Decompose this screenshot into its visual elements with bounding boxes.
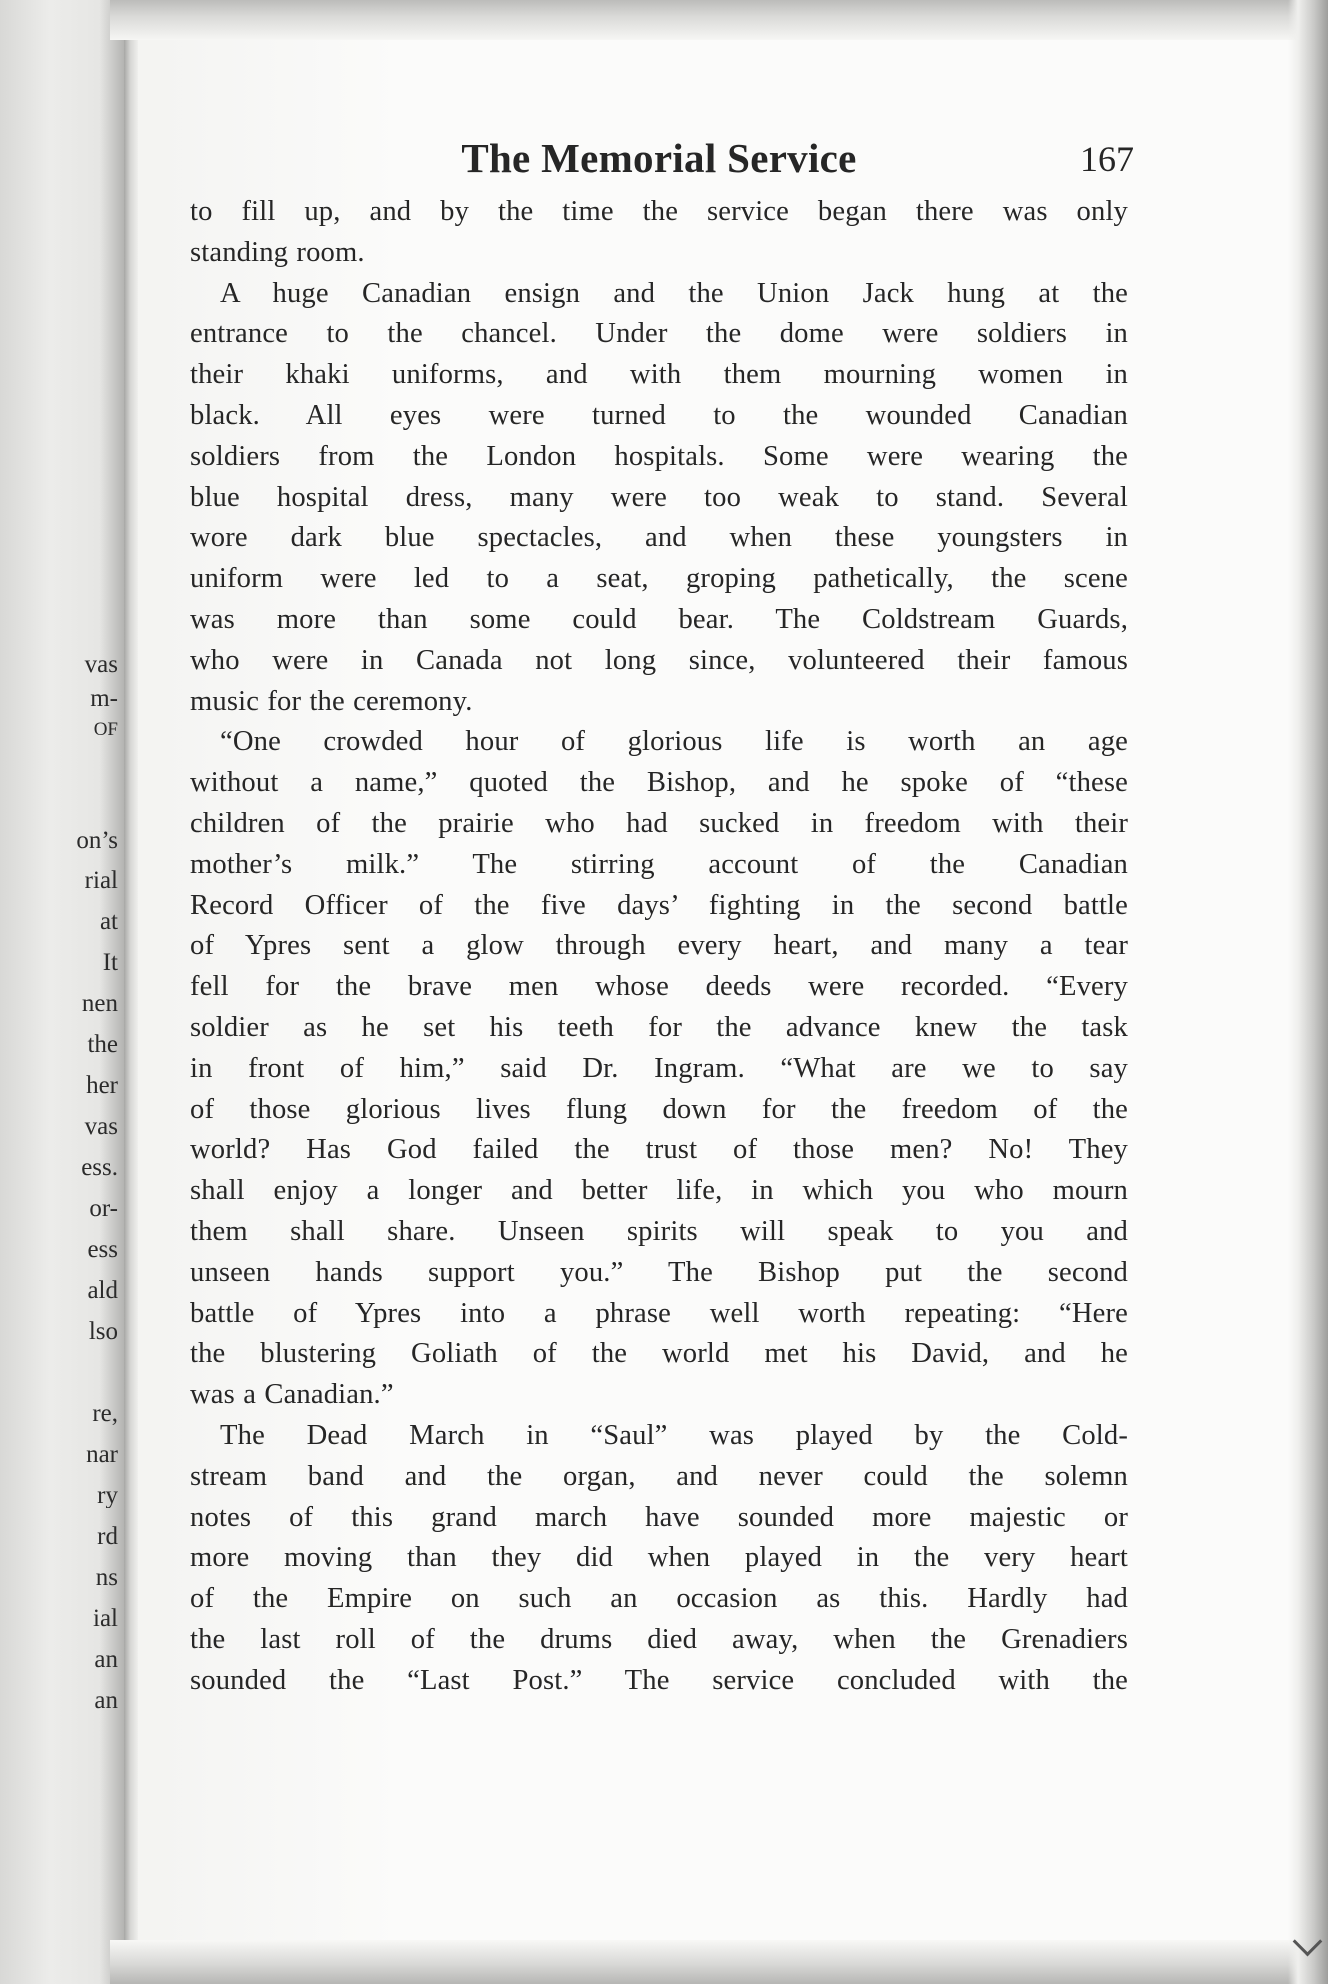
text-line: shall enjoy a longer and better life, in which you who mourn	[190, 1175, 1128, 1207]
text-line: music for the ceremony.	[190, 685, 473, 717]
text-line: sounded the “Last Post.” The service concluded with the	[190, 1664, 1128, 1696]
facing-fragment: OF	[93, 720, 118, 739]
text-line: soldiers from the London hospitals. Some were wearing the	[190, 440, 1128, 472]
text-line: unseen hands support you.” The Bishop put the second	[190, 1256, 1128, 1288]
facing-fragment: or-	[89, 1196, 118, 1221]
book-gutter	[124, 0, 138, 1984]
facing-fragment: her	[86, 1073, 118, 1098]
facing-fragment: ns	[95, 1565, 118, 1590]
text-line: battle of Ypres into a phrase well worth repeating: “Here	[190, 1297, 1128, 1329]
text-line: was a Canadian.”	[190, 1379, 394, 1411]
text-line: notes of this grand march have sounded more majestic or	[190, 1501, 1128, 1533]
text-line: blue hospital dress, many were too weak to stand. Several	[190, 481, 1128, 513]
text-line: more moving than they did when played in the very heart	[190, 1542, 1128, 1574]
text-line: in front of him,” said Dr. Ingram. “What are we to say	[190, 1052, 1128, 1084]
text-line: “One crowded hour of glorious life is worth an age	[220, 726, 1128, 758]
text-line: world? Has God failed the trust of those men? No! They	[190, 1134, 1128, 1166]
facing-fragment: an	[94, 1647, 118, 1672]
text-line: standing room.	[190, 236, 365, 268]
body-text	[190, 192, 1128, 1701]
text-line: wore dark blue spectacles, and when these youngsters in	[190, 522, 1128, 554]
facing-fragment: on’s	[76, 828, 118, 853]
text-line: entrance to the chancel. Under the dome were soldiers in	[190, 318, 1128, 350]
text-line: soldier as he set his teeth for the advance knew the task	[190, 1011, 1128, 1043]
text-line: of Ypres sent a glow through every heart, and many a tear	[190, 930, 1128, 962]
page-top-edge	[110, 0, 1328, 40]
facing-fragment: vas	[84, 1114, 118, 1139]
text-line: without a name,” quoted the Bishop, and he spoke of “these	[190, 767, 1128, 799]
facing-fragment: the	[87, 1032, 118, 1057]
facing-fragment: ial	[93, 1606, 118, 1631]
text-line: The Dead March in “Saul” was played by the Cold-	[220, 1419, 1128, 1451]
book-page	[190, 130, 1134, 1701]
text-line: was more than some could bear. The Coldstream Guards,	[190, 603, 1128, 635]
text-line: the blustering Goliath of the world met his David, and he	[190, 1338, 1128, 1370]
facing-fragment: ess.	[81, 1155, 118, 1180]
page-number: 167	[1080, 139, 1134, 179]
facing-fragment: vas	[84, 652, 118, 677]
text-line: them shall share. Unseen spirits will speak to you and	[190, 1215, 1128, 1247]
text-line: fell for the brave men whose deeds were recorded. “Every	[190, 971, 1128, 1003]
page-header	[190, 130, 1134, 192]
facing-fragment: at	[99, 909, 118, 934]
facing-fragment: ess	[87, 1237, 118, 1262]
text-line: to fill up, and by the time the service began there was only	[190, 196, 1128, 227]
text-line: mother’s milk.” The stirring account of the Canadian	[190, 848, 1128, 880]
facing-fragment: ald	[87, 1278, 118, 1303]
text-line: black. All eyes were turned to the wounded Canadian	[190, 399, 1128, 431]
text-line: who were in Canada not long since, volunteered their famous	[190, 644, 1128, 676]
page-bottom-edge	[110, 1940, 1328, 1984]
text-line: uniform were led to a seat, groping pathetically, the scene	[190, 563, 1128, 595]
facing-fragment: lso	[88, 1319, 118, 1344]
facing-fragment: rd	[97, 1524, 118, 1549]
page-right-edge	[1288, 0, 1328, 1984]
facing-fragment: nen	[81, 991, 118, 1016]
text-line: Record Officer of the five days’ fighting in the second battle	[190, 889, 1128, 921]
text-line: of the Empire on such an occasion as this. Hardly had	[190, 1583, 1128, 1615]
facing-fragment: nar	[86, 1442, 118, 1467]
facing-fragment: ry	[97, 1483, 118, 1508]
facing-fragment: m-	[90, 686, 118, 711]
facing-fragment: re,	[92, 1401, 118, 1426]
text-line: stream band and the organ, and never could the solemn	[190, 1460, 1128, 1492]
text-line: children of the prairie who had sucked in freedom with their	[190, 807, 1128, 839]
facing-fragment: It	[102, 950, 118, 975]
running-head: The Memorial Service	[461, 135, 857, 181]
facing-fragment: an	[94, 1688, 118, 1713]
text-line: their khaki uniforms, and with them mourning women in	[190, 359, 1128, 391]
facing-fragment: rial	[84, 868, 118, 893]
text-line: A huge Canadian ensign and the Union Jack hung at the	[220, 277, 1128, 309]
text-line: the last roll of the drums died away, when the Grenadiers	[190, 1623, 1128, 1655]
text-line: of those glorious lives flung down for the freedom of the	[190, 1093, 1128, 1125]
facing-page	[0, 0, 124, 1984]
